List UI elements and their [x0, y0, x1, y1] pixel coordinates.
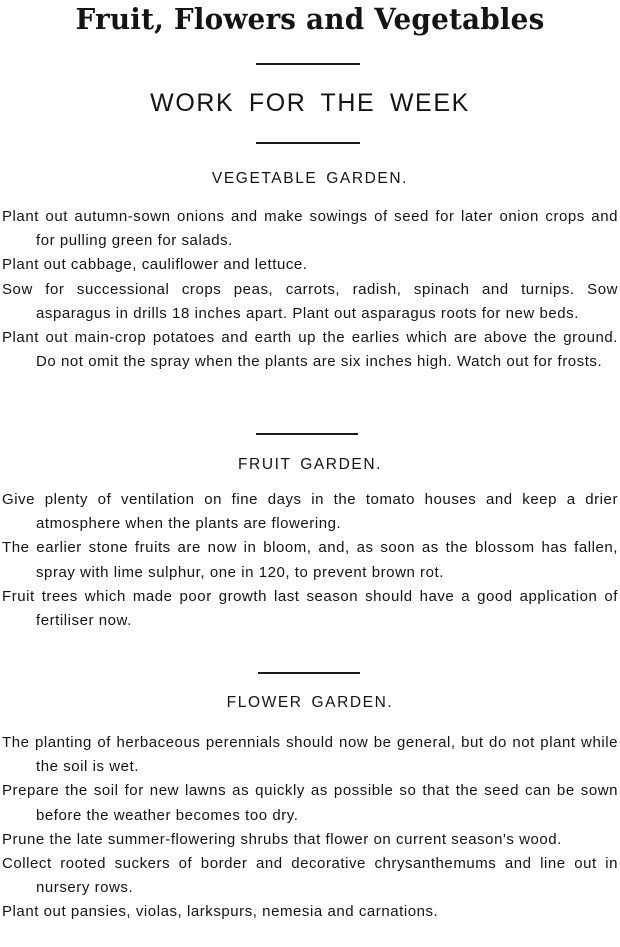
rule-after-fruit-garden: [258, 672, 360, 674]
fruit-paragraph-2: The earlier stone fruits are now in bloom, and, as soon as the blossom has fallen, spray with lime sulphur, one in 120, to prevent brown rot.: [2, 539, 618, 581]
rule-after-vegetable-garden: [256, 433, 358, 435]
column-subhead: WORK FOR THE WEEK: [150, 89, 470, 117]
flower-paragraph-4: Collect rooted suckers of border and decorative chrysanthemums and line out in nursery rows.: [2, 855, 618, 897]
vegetable-paragraph-3: Sow for successional crops peas, carrots, radish, spinach and turnips. Sow asparagus in drills 18 inches apart. Plant out asparagus roots for new beds.: [2, 280, 618, 322]
vegetable-paragraph-2: Plant out cabbage, cauliflower and lettuce.: [2, 256, 308, 274]
flower-paragraph-1: The planting of herbaceous perennials should now be general, but do not plant while the soil is wet.: [2, 734, 618, 776]
fruit-paragraph-1: Give plenty of ventilation on fine days in the tomato houses and keep a drier atmosphere when the plants are flowering.: [2, 491, 618, 533]
vegetable-paragraph-4: Plant out main-crop potatoes and earth up the earlies which are above the ground. Do not omit the spray when the plants are six inches high. Watch out for frosts.: [2, 329, 618, 371]
vegetable-garden-section: [2, 205, 618, 374]
flower-paragraph-5: Plant out pansies, violas, larkspurs, nemesia and carnations.: [2, 903, 439, 921]
fruit-paragraph-3: Fruit trees which made poor growth last season should have a good application of fertiliser now.: [2, 587, 618, 630]
flower-paragraph-2: Prepare the soil for new lawns as quickly as possible so that the seed can be sown before the weather becomes too dry.: [2, 782, 618, 824]
rule-below-subhead: [256, 142, 360, 144]
column-masthead: Fruit, Flowers and Vegetables: [75, 2, 545, 36]
vegetable-paragraph-1: Plant out autumn-sown onions and make sowings of seed for later onion crops and for pulling green for salads.: [2, 208, 618, 250]
flower-paragraph-3: Prune the late summer-flowering shrubs that flower on current season's wood.: [2, 830, 562, 848]
fruit-garden-section: [2, 488, 618, 633]
flower-garden-heading: FLOWER GARDEN.: [226, 694, 394, 711]
flower-garden-section: [2, 731, 618, 925]
rule-below-masthead: [256, 63, 360, 65]
vegetable-garden-heading: VEGETABLE GARDEN.: [211, 170, 409, 187]
fruit-garden-heading: FRUIT GARDEN.: [237, 456, 383, 473]
